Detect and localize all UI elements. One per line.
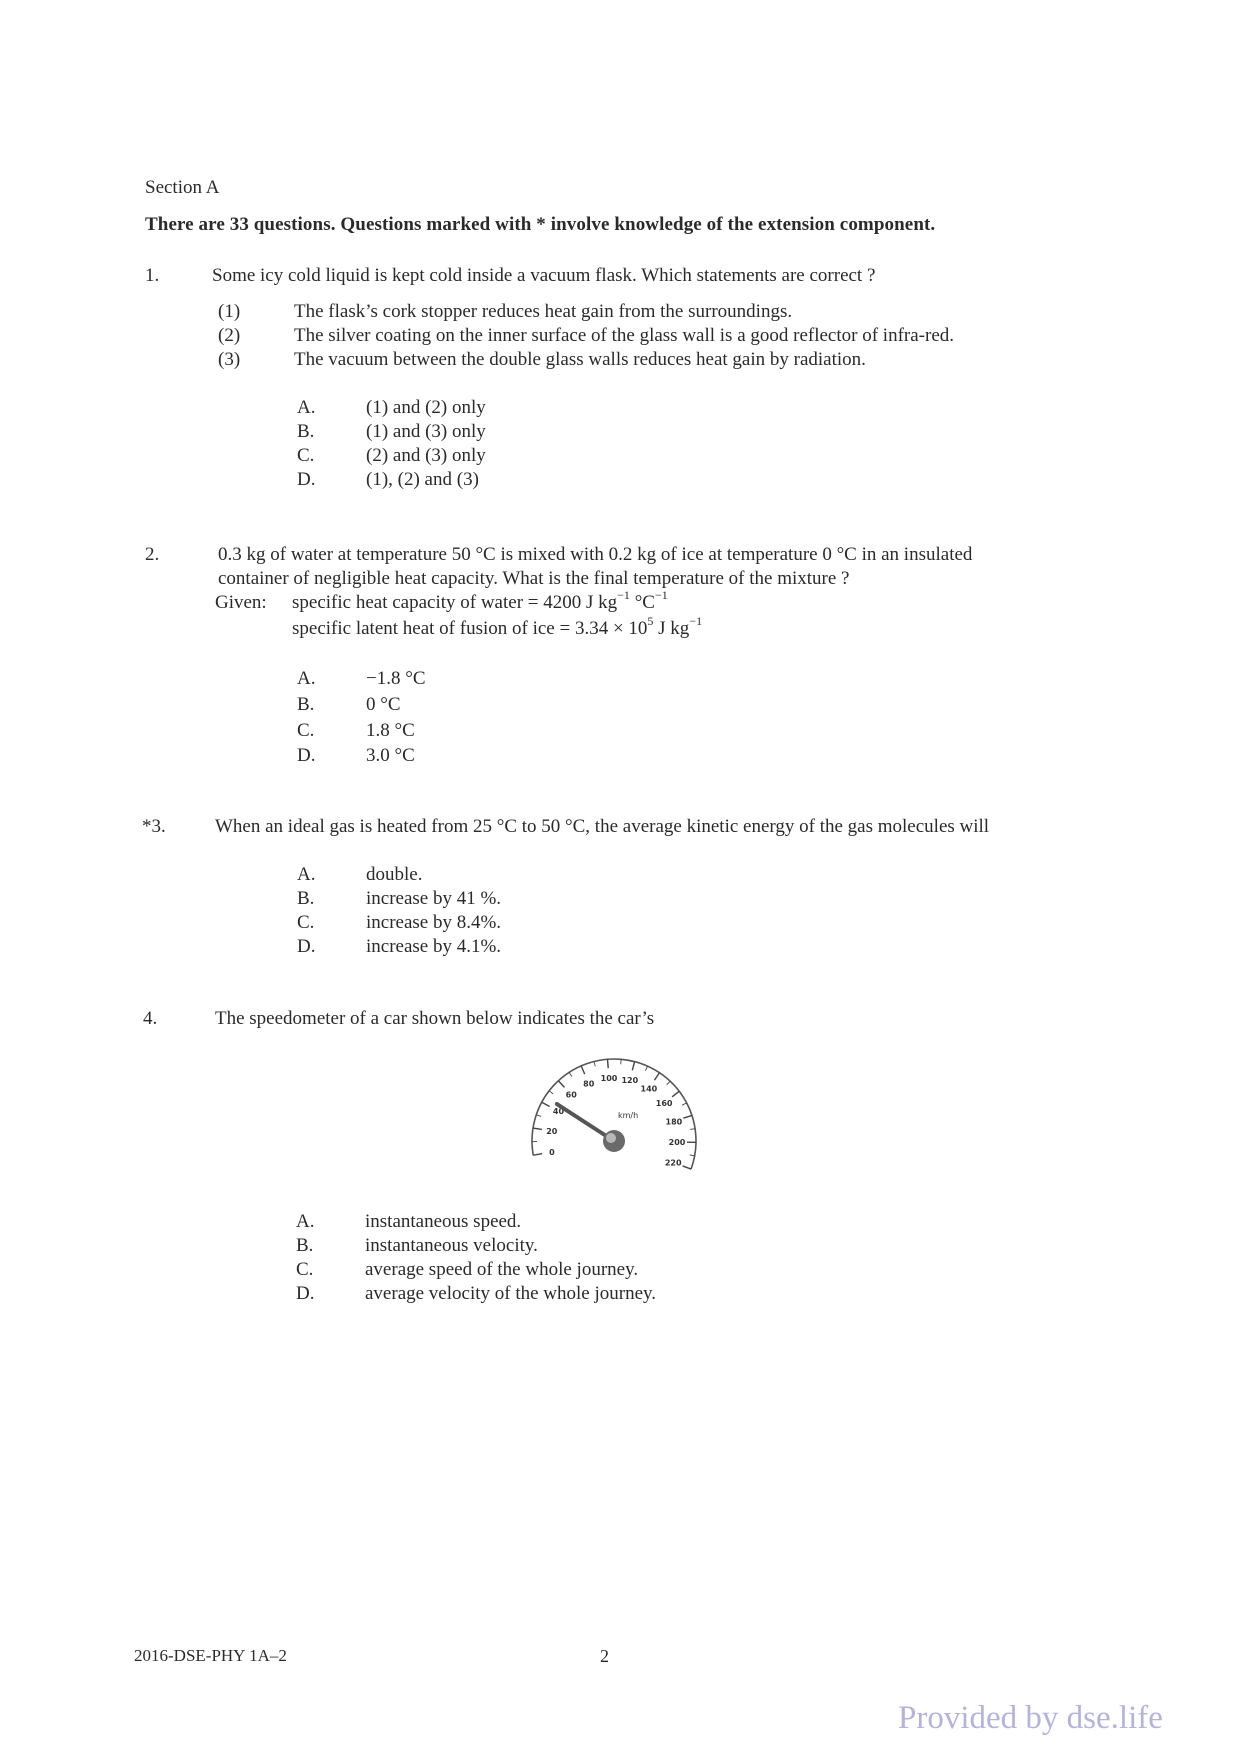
question-stem: Some icy cold liquid is kept cold inside a vacuum flask. Which statements are correct ? xyxy=(212,265,876,286)
speedometer-image xyxy=(524,1050,700,1178)
speedometer-tick xyxy=(654,1073,659,1080)
option-text: 1.8 °C xyxy=(366,720,415,741)
speedometer-tick xyxy=(667,1081,670,1085)
option-text: (1) and (2) only xyxy=(366,397,486,418)
speedometer-tick xyxy=(549,1091,553,1094)
speedometer-tick xyxy=(533,1154,542,1156)
given-latent-heat: specific latent heat of fusion of ice = $3.34 \times 10^5$ J $kg^{-1}$ xyxy=(292,613,703,639)
speedometer-tick xyxy=(690,1155,695,1156)
option-text: 0 °C xyxy=(366,694,401,715)
speedometer-label: 220 xyxy=(664,1158,682,1168)
paper-code: 2016-DSE-PHY 1A–2 xyxy=(134,1646,287,1665)
statement-text: The silver coating on the inner surface of the glass wall is a good reflector of infra-red. xyxy=(294,325,954,346)
option-letter: C. xyxy=(296,1259,314,1280)
speedometer-label: 120 xyxy=(621,1076,639,1086)
speedometer-label: 160 xyxy=(655,1098,673,1108)
speedometer-label: 180 xyxy=(665,1117,683,1127)
option-letter: B. xyxy=(296,1235,314,1256)
option-letter: B. xyxy=(297,888,315,909)
option-text: (1), (2) and (3) xyxy=(366,469,479,490)
given-heat-capacity: specific heat capacity of water = 4200 J $kg^{-1}$ $^\circ C^{-1}$ xyxy=(292,587,668,613)
option-letter: C. xyxy=(297,720,315,741)
speedometer-hub-highlight xyxy=(606,1133,616,1143)
statement-label: (3) xyxy=(218,349,241,370)
option-letter: D. xyxy=(296,1283,315,1304)
option-letter: D. xyxy=(297,469,316,490)
question-stem-line-2: container of negligible heat capacity. What is the final temperature of the mixture ? xyxy=(218,568,850,589)
speedometer-label: 0 xyxy=(549,1147,555,1157)
speedometer-tick xyxy=(683,1166,691,1169)
speedometer-labels xyxy=(546,1074,686,1167)
option-text: double. xyxy=(366,864,423,885)
option-text: increase by 41 %. xyxy=(366,888,502,909)
option-text: (2) and (3) only xyxy=(366,445,486,466)
speedometer-tick xyxy=(536,1115,541,1117)
speedometer-tick xyxy=(558,1081,564,1088)
page-number: 2 xyxy=(600,1646,609,1666)
speedometer-tick xyxy=(683,1115,692,1118)
option-text: instantaneous velocity. xyxy=(365,1235,538,1256)
option-text: increase by 4.1%. xyxy=(366,936,502,957)
section-title: Section A xyxy=(145,177,220,198)
question-stem-line-1: 0.3 kg of water at temperature 50 °C is mixed with 0.2 kg of ice at temperature 0 °C in an insulated xyxy=(218,544,973,565)
speedometer-label: 40 xyxy=(552,1107,565,1117)
question-number: 1. xyxy=(145,265,160,286)
speedometer-tick xyxy=(645,1066,647,1071)
option-letter: B. xyxy=(297,421,315,442)
given-label: Given: xyxy=(215,592,267,613)
statement-text: The vacuum between the double glass walls reduces heat gain by radiation. xyxy=(294,349,866,370)
speedometer-label: 100 xyxy=(600,1074,618,1084)
question-number: 2. xyxy=(145,544,160,565)
speedometer-tick xyxy=(632,1062,634,1071)
option-text: 3.0 °C xyxy=(366,745,415,766)
speedometer-label: 60 xyxy=(565,1090,577,1100)
speedometer-tick xyxy=(608,1059,609,1068)
speedometer-label: 200 xyxy=(668,1137,686,1147)
question-stem: The speedometer of a car shown below indicates the car’s xyxy=(215,1008,655,1029)
option-letter: D. xyxy=(297,745,316,766)
statement-label: (2) xyxy=(218,325,241,346)
question-number: *3. xyxy=(142,816,166,837)
option-letter: A. xyxy=(297,864,316,885)
option-letter: D. xyxy=(297,936,316,957)
option-text: average speed of the whole journey. xyxy=(365,1259,639,1280)
speedometer-tick xyxy=(690,1129,695,1130)
question-number: 4. xyxy=(143,1008,158,1029)
speedometer-tick xyxy=(682,1103,686,1105)
option-letter: A. xyxy=(296,1211,315,1232)
section-instructions: There are 33 questions. Questions marked with * involve knowledge of the extension component. xyxy=(145,214,936,235)
option-text: instantaneous speed. xyxy=(365,1211,522,1232)
option-letter: B. xyxy=(297,694,315,715)
option-letter: A. xyxy=(297,397,316,418)
speedometer-tick xyxy=(594,1061,595,1066)
speedometer-label: 140 xyxy=(640,1084,658,1094)
option-text: average velocity of the whole journey. xyxy=(365,1283,657,1304)
option-letter: A. xyxy=(297,668,316,689)
option-text: −1.8 °C xyxy=(366,668,426,689)
option-letter: C. xyxy=(297,445,315,466)
speedometer-tick xyxy=(542,1102,550,1106)
speedometer-label: 80 xyxy=(583,1079,595,1089)
option-letter: C. xyxy=(297,912,315,933)
option-text: (1) and (3) only xyxy=(366,421,486,442)
statement-label: (1) xyxy=(218,301,241,322)
watermark: Provided by dse.life xyxy=(898,1700,1163,1736)
statement-text: The flask’s cork stopper reduces heat gain from the surroundings. xyxy=(294,301,793,322)
speedometer-tick xyxy=(581,1066,585,1074)
speedometer-tick xyxy=(569,1072,572,1076)
speedometer-tick xyxy=(672,1091,679,1096)
speedometer-tick xyxy=(533,1128,542,1129)
speedometer-unit: km/h xyxy=(618,1111,639,1120)
option-text: increase by 8.4%. xyxy=(366,912,502,933)
question-stem: When an ideal gas is heated from 25 °C to 50 °C, the average kinetic energy of the gas molecules will xyxy=(215,816,990,837)
speedometer-label: 20 xyxy=(546,1127,558,1137)
